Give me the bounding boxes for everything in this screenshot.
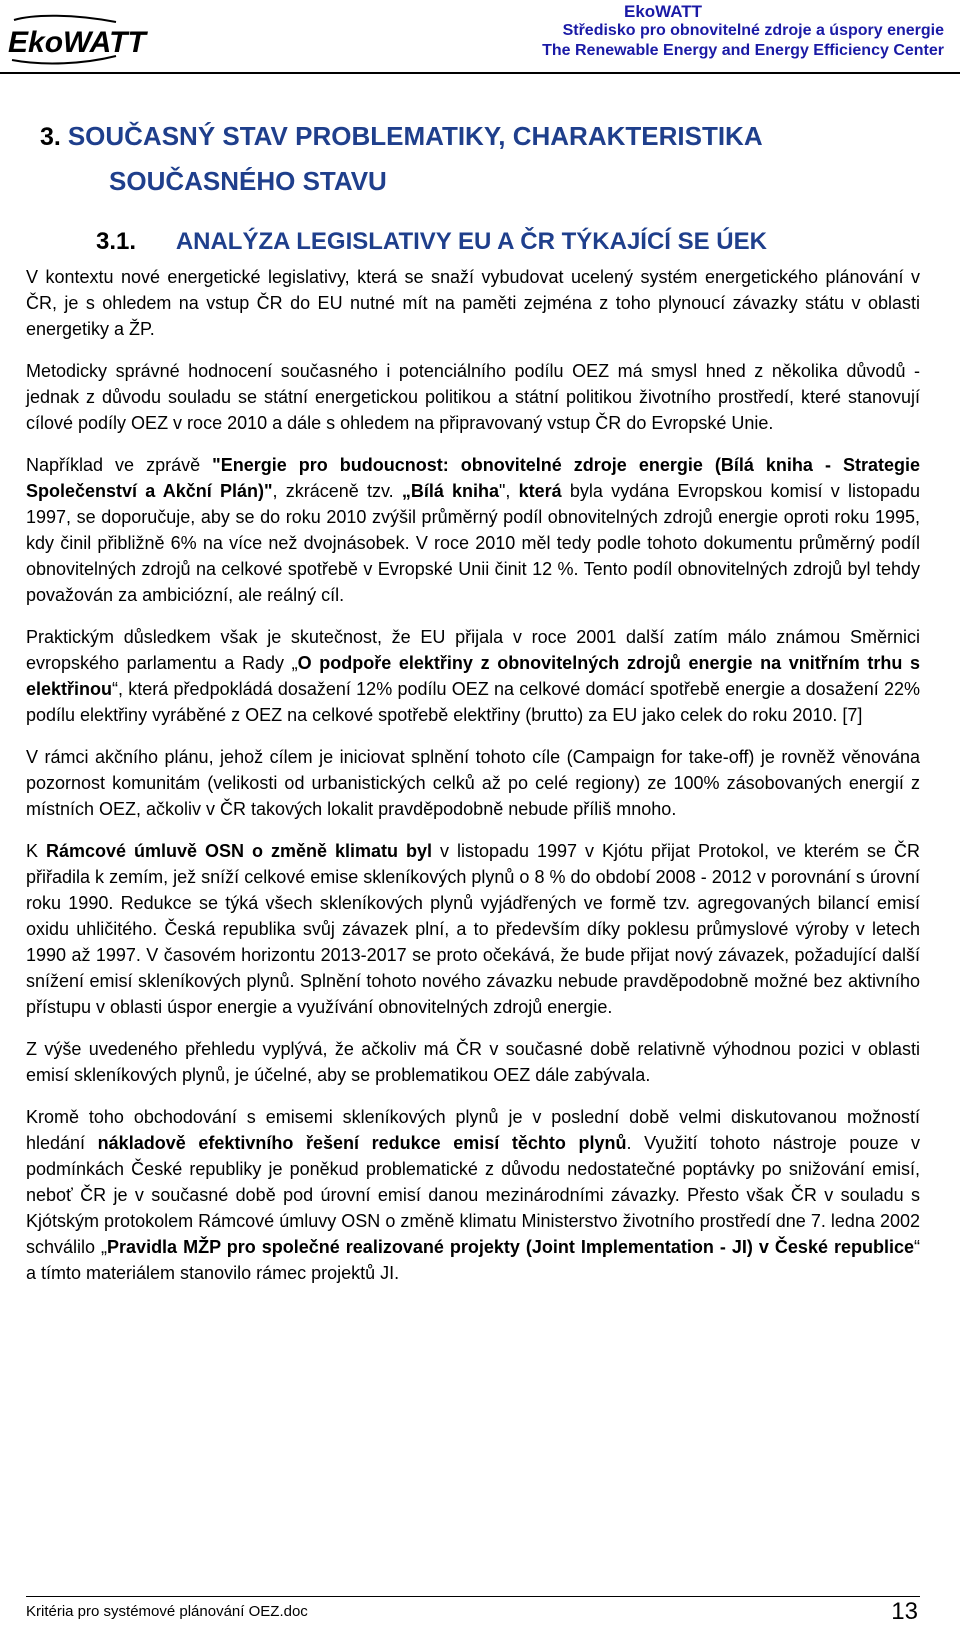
- paragraph: Kromě toho obchodování s emisemi skleníkových plynů je v poslední době velmi diskutovanou možností hledání nákladově efektivního řešení redukce emisí těchto plynů. Využití tohoto nástroje pouze v podmínkách České republiky je poněkud problematické z důvodu nedostatečné poptávky po snižování emisí, neboť ČR je v současné době pod úrovní emisí danou mezinárodními závazky. Přesto však ČR v souladu s Kjótským protokolem Rámcové úmluvy OSN o změně klimatu Ministerstvo životního prostředí dne 7. ledna 2002 schválilo „Pravidla MŽP pro společné realizované projekty (Joint Implementation - JI) v České republice“ a tímto materiálem stanovilo rámec projektů JI.: [26, 1107, 920, 1283]
- org-name: EkoWATT: [624, 2, 703, 21]
- section-title-line1: SOUČASNÝ STAV PROBLEMATIKY, CHARAKTERISTIKA: [67, 121, 763, 151]
- paragraph: Praktickým důsledkem však je skutečnost, že EU přijala v roce 2001 další zatím málo známou Směrnici evropského parlamentu a Rady „O podpoře elektřiny z obnovitelných zdrojů energie na vnitřním trhu s elektřinou“, která předpokládá dosažení 12% podílu OEZ na celkové domácí spotřebě energie a dosažení 22% podílu elektřiny vyráběné z OEZ na celkové spotřebě elektřiny (brutto) za EU jako celek do roku 2010. [7]: [26, 627, 921, 725]
- rules-title-bold: Pravidla MŽP pro společné realizované projekty (Joint Implementation - JI) v České republice: [107, 1237, 914, 1257]
- section-title-line2: SOUČASNÉHO STAVU: [109, 166, 387, 196]
- convention-title-bold: Rámcové úmluvě OSN o změně klimatu byl: [46, 841, 432, 861]
- section-heading: [40, 114, 920, 203]
- page-header: [0, 0, 960, 80]
- paragraph: Například ve zprávě "Energie pro budoucnost: obnovitelné zdroje energie (Bílá kniha - Strategie Společenství a Akční Plán)", zkráceně tzv. „Bílá kniha", která byla vydána Evropskou komisí v listopadu 1997, se doporučuje, aby se do roku 2010 zvýšil průměrný podíl obnovitelných zdrojů energie oproti roku 1995, kdy činil přibližně 6% na více než dvojnásobek. V roce 2010 měl tedy podle tohoto dokumentu průměrný podíl obnovitelných zdrojů na celkové spotřebě v Evropské Unii činit 12 %. Tento podíl obnovitelných zdrojů byl tehdy považován za ambiciózní, ale reálný cíl.: [26, 455, 920, 605]
- header-divider: [0, 72, 960, 74]
- document-body: [26, 264, 920, 1302]
- paragraph: K Rámcové úmluvě OSN o změně klimatu byl v listopadu 1997 v Kjótu přijat Protokol, ve kterém se ČR přiřadila k zemím, jež sníží celkové emise skleníkových plynů o 8 % do období 2008 - 2012 v porovnání s úrovní roku 1990. Redukce se týká všech skleníkových plynů vyjádřených ve formě tzv. agregovaných bilancí emisí oxidu uhličitého. Česká republika svůj závazek plní, a to především díky poklesu průmyslové výroby v letech 1990 až 1997. V časovém horizontu 2013-2017 se proto očekává, že bude přijat nový závazek, požadující další snížení emisí skleníkových plynů. Splnění tohoto nového závazku nebude pravděpodobně možné bez aktivního přístupu v oblasti úspor energie a využívání obnovitelných zdrojů energie.: [26, 841, 920, 1017]
- footer-document-name: Kritéria pro systémové plánování OEZ.doc: [26, 1603, 308, 1620]
- page-number: 13: [891, 1598, 918, 1625]
- subsection-number: 3.1.: [96, 228, 137, 255]
- subsection-heading: [96, 228, 767, 256]
- footer-divider: [26, 1596, 920, 1597]
- directive-title-bold: O podpoře elektřiny z obnovitelných zdrojů energie na vnitřním trhu s elektřinou: [26, 653, 921, 699]
- ekowatt-logo: [4, 10, 146, 68]
- paragraph: V rámci akčního plánu, jehož cílem je iniciovat splnění tohoto cíle (Campaign for take-off) je rovněž věnována pozornost komunitám (velikosti od urbanistických celků až po celé regiony) ze 100% zásobovaných energií z místních OEZ, ačkoliv v ČR takových lokalit pravděpodobně nebude příliš mnoho.: [26, 747, 920, 819]
- org-subtitle-cz: Středisko pro obnovitelné zdroje a úspory energie: [562, 22, 944, 39]
- header-org-info: [542, 2, 944, 61]
- subsection-title: ANALÝZA LEGISLATIVY EU A ČR TÝKAJÍCÍ SE ÚEK: [175, 228, 767, 255]
- section-number: 3.: [40, 123, 61, 151]
- report-title-bold: "Energie pro budoucnost: obnovitelné zdroje energie (Bílá kniha - Strategie Společenství a Akční Plán)": [26, 455, 920, 501]
- paragraph: V kontextu nové energetické legislativy, která se snaží vybudovat ucelený systém energetického plánování v ČR, je s ohledem na vstup ČR do EU nutné mít na paměti zejména z toho plynoucí závazky státu v oblasti energetiky a ŽP.: [26, 267, 920, 339]
- paragraph: Metodicky správné hodnocení současného i potenciálního podílu OEZ má smysl hned z několika důvodů - jednak z důvodu souladu se státní energetickou politikou a státní politikou životního prostředí, které stanovují cílové podíly OEZ v roce 2010 a dále s ohledem na připravovaný vstup ČR do Evropské Unie.: [26, 361, 920, 433]
- paragraph: Z výše uvedeného přehledu vyplývá, že ačkoliv má ČR v současné době relativně výhodnou pozici v oblasti emisí skleníkových plynů, je účelné, aby se problematikou OEZ dále zabývala.: [26, 1039, 920, 1085]
- org-subtitle-en: The Renewable Energy and Energy Efficiency Center: [542, 42, 944, 59]
- svg-text:EkoWATT: EkoWATT: [8, 26, 146, 59]
